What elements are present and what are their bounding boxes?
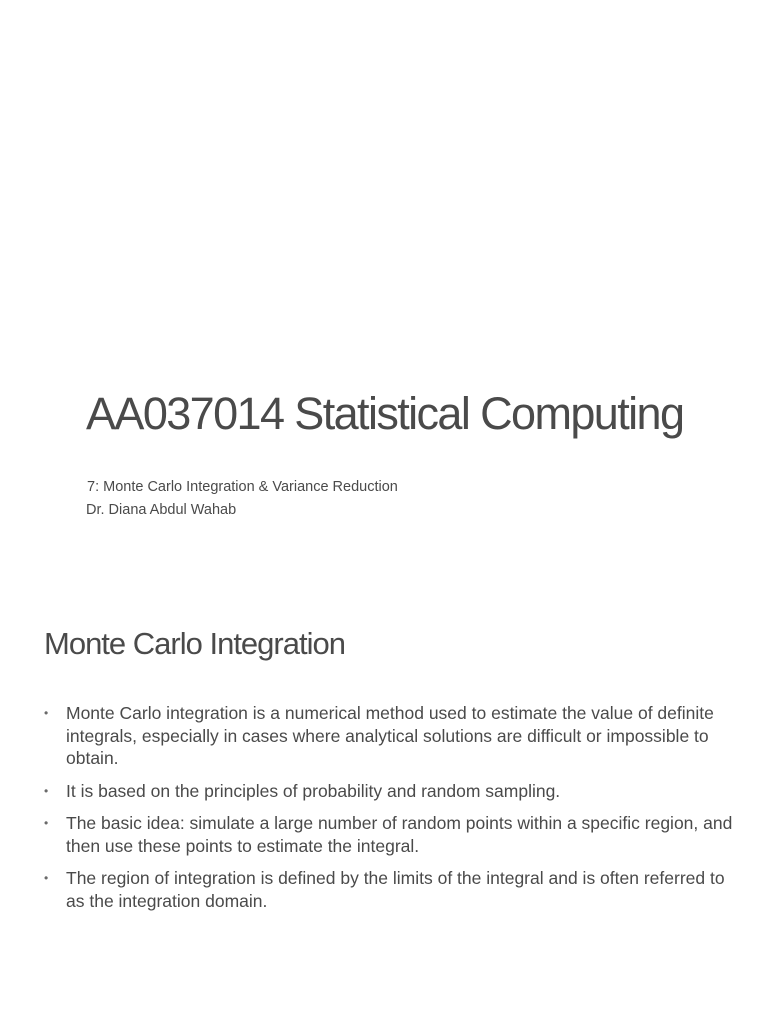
bullet-text: Monte Carlo integration is a numerical method used to estimate the value of definite integrals, especially in cases where analytical solutions are difficult or impossible to obtain. [66,703,714,768]
author-name: Dr. Diana Abdul Wahab [86,502,237,518]
bullet-icon: • [44,816,49,830]
slide-subtitle: 7: Monte Carlo Integration & Variance Reduction [87,479,398,495]
content-slide [0,580,768,1024]
list-item [44,812,734,857]
list-item [44,702,734,770]
bullet-icon: • [44,871,49,885]
bullet-text: The basic idea: simulate a large number of random points within a specific region, and then use these points to estimate the integral. [66,813,733,856]
bullet-icon: • [44,783,49,798]
section-heading: Monte Carlo Integration [44,626,345,661]
bullet-icon: • [44,706,49,720]
list-item [44,780,734,803]
list-item [44,867,734,912]
slide-title: AA037014 Statistical Computing [86,388,684,439]
bullet-text: It is based on the principles of probability and random sampling. [66,780,561,801]
bullet-text: The region of integration is defined by the limits of the integral and is often referred to as the integration domain. [66,868,725,911]
bullet-list [44,702,734,922]
